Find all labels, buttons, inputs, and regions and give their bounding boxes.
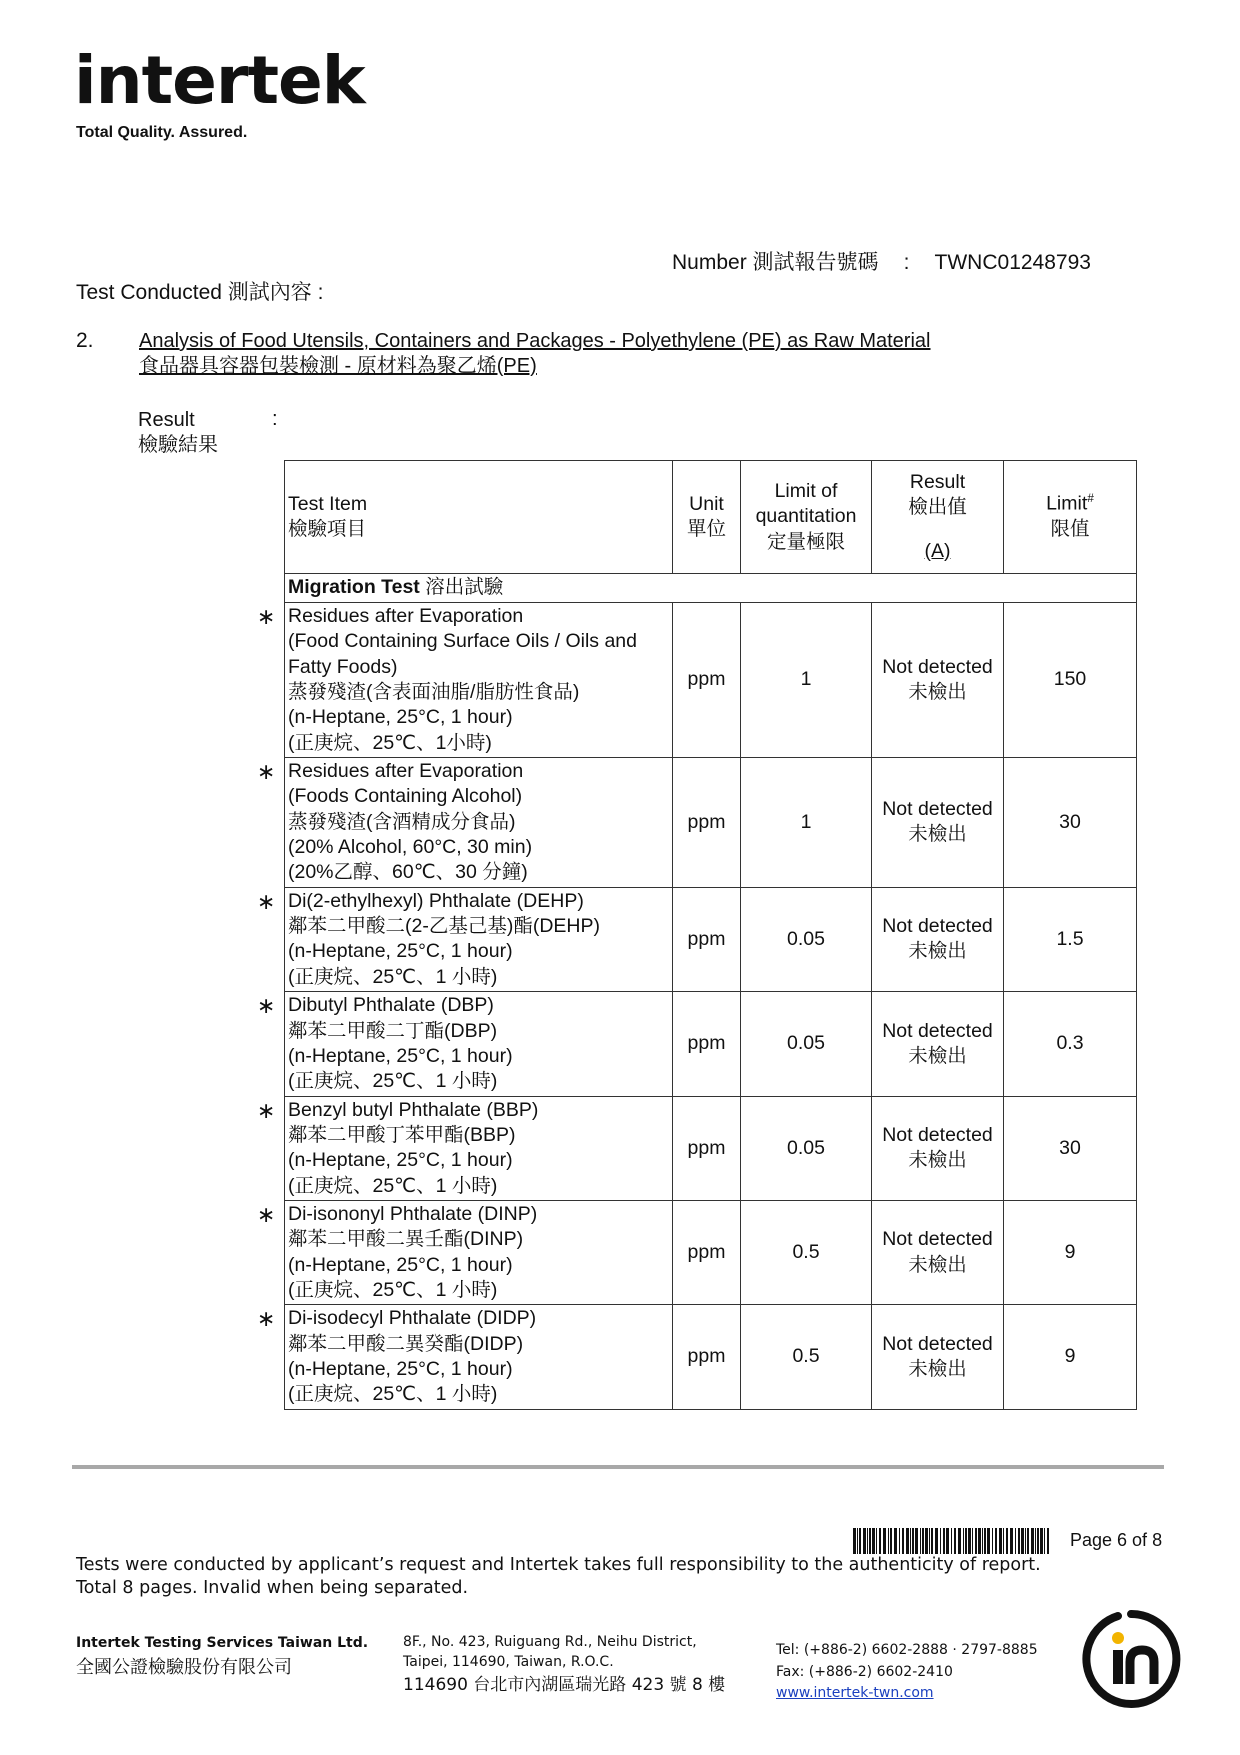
table-row <box>285 1305 1137 1409</box>
barcode-bar <box>972 1528 973 1554</box>
header-unit <box>673 461 741 574</box>
barcode-bar <box>1010 1528 1013 1554</box>
footer-divider <box>72 1465 1164 1469</box>
table-row <box>285 887 1137 991</box>
result-zh: 未檢出 <box>908 940 967 963</box>
barcode <box>853 1528 1049 1554</box>
test-item-line: (n-Heptane, 25°C, 1 hour) <box>288 940 513 963</box>
barcode-bar <box>963 1528 964 1554</box>
header-limit-en: Limit <box>1046 492 1088 515</box>
barcode-bar <box>978 1528 981 1554</box>
result-label-en: Result <box>138 409 195 431</box>
test-item-line: Residues after Evaporation <box>288 760 524 783</box>
result-cell <box>872 758 1004 888</box>
telephone: Tel: (+886-2) 6602-2888 · 2797-8885 <box>776 1642 1038 1658</box>
company-name-en: Intertek Testing Services Taiwan Ltd. <box>76 1635 369 1651</box>
barcode-bar <box>883 1528 886 1554</box>
report-number-value: TWNC01248793 <box>934 251 1091 274</box>
header-test-item-en: Test Item <box>288 492 368 515</box>
test-item-line: (正庚烷、25℃、1小時) <box>288 731 492 754</box>
report-number <box>672 246 1091 276</box>
test-item-line: Di-isononyl Phthalate (DINP) <box>288 1202 538 1225</box>
result-zh: 未檢出 <box>908 1357 967 1380</box>
company-block <box>76 1632 368 1683</box>
barcode-bar <box>910 1528 911 1554</box>
barcode-bar <box>987 1528 990 1554</box>
result-zh: 未檢出 <box>908 823 967 846</box>
asterisk-marker: ∗ <box>257 888 276 914</box>
test-item-cell <box>257 1200 673 1304</box>
migration-test-row <box>285 574 1137 603</box>
unit-cell: ppm <box>673 1096 741 1200</box>
header-test-item-zh: 檢驗項目 <box>288 518 367 540</box>
result-cell <box>872 992 1004 1096</box>
barcode-bar <box>995 1528 997 1554</box>
result-zh: 未檢出 <box>908 1253 967 1276</box>
loq-cell: 1 <box>741 758 872 888</box>
barcode-bar <box>888 1528 889 1554</box>
test-item-line: 蒸發殘渣(含酒精成分食品) <box>288 810 516 833</box>
limit-cell: 30 <box>1004 1096 1137 1200</box>
test-item-line: (正庚烷、25℃、1 小時) <box>288 1278 498 1301</box>
barcode-bar <box>1040 1528 1043 1554</box>
migration-test-en: Migration Test <box>288 576 420 599</box>
result-label <box>138 408 218 458</box>
test-item-cell <box>257 992 673 1096</box>
table-row <box>285 603 1137 758</box>
loq-cell: 0.05 <box>741 887 872 991</box>
header-loq-en-1: Limit of <box>774 479 838 502</box>
test-item-line: 蒸發殘渣(含表面油脂/脂肪性食品) <box>288 681 580 704</box>
table-row <box>285 758 1137 888</box>
barcode-bar <box>1003 1528 1004 1554</box>
table-row <box>285 1200 1137 1304</box>
header-result-zh: 檢出值 <box>908 496 967 519</box>
barcode-bar <box>1021 1528 1024 1554</box>
barcode-bar <box>906 1528 909 1554</box>
asterisk-marker: ∗ <box>257 604 276 629</box>
loq-cell: 0.5 <box>741 1200 872 1304</box>
header-unit-zh: 單位 <box>686 518 726 540</box>
logo-tagline: Total Quality. Assured. <box>76 124 248 141</box>
asterisk-marker: ∗ <box>257 1097 276 1123</box>
migration-test-zh: 溶出試驗 <box>425 576 504 599</box>
barcode-bar <box>968 1528 971 1554</box>
test-item-line: 鄰苯二甲酸二異壬酯(DINP) <box>288 1228 524 1251</box>
test-item-line: (正庚烷、25℃、1 小時) <box>288 1070 498 1093</box>
result-zh: 未檢出 <box>908 1044 967 1067</box>
barcode-bar <box>992 1528 993 1554</box>
section-title <box>139 329 930 379</box>
result-cell <box>872 1096 1004 1200</box>
barcode-bar <box>1006 1528 1008 1554</box>
header-test-item <box>285 461 673 574</box>
address-line-1: 8F., No. 423, Ruiguang Rd., Neihu District, <box>403 1634 697 1650</box>
test-item-line: (Foods Containing Alcohol) <box>288 785 523 808</box>
barcode-bar <box>931 1528 933 1554</box>
report-number-label: Number 測試報告號碼 <box>672 251 879 274</box>
barcode-bar <box>859 1528 861 1554</box>
test-item-line: Di-isodecyl Phthalate (DIDP) <box>288 1307 537 1330</box>
address-zh: 114690 台北市內湖區瑞光路 423 號 8 樓 <box>403 1674 726 1695</box>
limit-cell: 9 <box>1004 1200 1137 1304</box>
test-item-line: Dibutyl Phthalate (DBP) <box>288 994 494 1017</box>
limit-cell: 150 <box>1004 603 1137 758</box>
test-item-line: (n-Heptane, 25°C, 1 hour) <box>288 1044 513 1067</box>
fax: Fax: (+886-2) 6602-2410 <box>776 1663 953 1680</box>
asterisk-marker: ∗ <box>257 1201 276 1227</box>
unit-cell: ppm <box>673 758 741 888</box>
limit-cell: 0.3 <box>1004 992 1137 1096</box>
barcode-bar <box>853 1528 856 1554</box>
test-item-cell <box>257 758 673 888</box>
page-number: Page 6 of 8 <box>1070 1530 1163 1550</box>
test-item-line: Di(2-ethylhexyl) Phthalate (DEHP) <box>288 889 584 912</box>
result-colon: : <box>272 408 278 430</box>
test-item-line: Residues after Evaporation <box>288 605 524 627</box>
intertek-badge-icon <box>1078 1606 1184 1712</box>
table-header-row <box>285 461 1137 574</box>
table-row <box>285 992 1137 1096</box>
barcode-bar <box>922 1528 924 1554</box>
test-item-line: (Food Containing Surface Oils / Oils and <box>288 630 638 653</box>
barcode-bar <box>1035 1528 1036 1554</box>
barcode-bar <box>920 1528 921 1554</box>
header-limit <box>1004 461 1137 574</box>
barcode-bar <box>857 1528 858 1554</box>
table-row <box>285 1096 1137 1200</box>
test-item-line: (正庚烷、25℃、1 小時) <box>288 965 498 988</box>
test-item-line: Benzyl butyl Phthalate (BBP) <box>288 1098 539 1121</box>
limit-cell: 30 <box>1004 758 1137 888</box>
test-item-line: (20%乙醇、60℃、30 分鐘) <box>288 861 528 884</box>
unit-cell: ppm <box>673 887 741 991</box>
barcode-bar <box>902 1528 904 1554</box>
test-item-line: 鄰苯二甲酸丁苯甲酯(BBP) <box>288 1123 516 1146</box>
barcode-bar <box>1018 1528 1020 1554</box>
barcode-bar <box>1015 1528 1016 1554</box>
result-cell <box>872 887 1004 991</box>
barcode-bar <box>965 1528 967 1554</box>
result-en: Not detected <box>882 1123 993 1146</box>
barcode-bar <box>951 1528 952 1554</box>
barcode-bar <box>999 1528 1002 1554</box>
header-result <box>872 461 1004 574</box>
barcode-bar <box>869 1528 871 1554</box>
barcode-bar <box>1044 1528 1045 1554</box>
barcode-bar <box>863 1528 866 1554</box>
results-table <box>257 460 1137 1410</box>
website-link[interactable]: www.intertek-twn.com <box>776 1685 934 1702</box>
barcode-bar <box>946 1528 949 1554</box>
header-limit-mark: # <box>1087 491 1094 506</box>
test-item-line: Fatty Foods) <box>288 655 398 678</box>
header-limit-zh: 限值 <box>1050 518 1090 541</box>
test-item-line: (n-Heptane, 25°C, 1 hour) <box>288 1253 513 1276</box>
barcode-bar <box>925 1528 928 1554</box>
test-item-line: (n-Heptane, 25°C, 1 hour) <box>288 706 513 729</box>
address-line-2: Taipei, 114690, Taiwan, R.O.C. <box>403 1654 614 1671</box>
test-item-line: 鄰苯二甲酸二丁酯(DBP) <box>288 1019 498 1042</box>
result-en: Not detected <box>882 1332 993 1355</box>
barcode-bar <box>872 1528 875 1554</box>
section-title-zh: 食品器具容器包裝檢測 - 原材料為聚乙烯(PE) <box>139 355 537 377</box>
test-item-line: (正庚烷、25℃、1 小時) <box>288 1383 498 1406</box>
barcode-bar <box>958 1528 961 1554</box>
asterisk-marker: ∗ <box>257 759 276 785</box>
header-result-en: Result <box>909 470 966 493</box>
limit-cell: 1.5 <box>1004 887 1137 991</box>
header-loq <box>741 461 872 574</box>
barcode-bar <box>912 1528 914 1554</box>
migration-test-heading <box>285 574 1137 603</box>
barcode-bar <box>899 1528 900 1554</box>
result-zh: 未檢出 <box>908 1149 967 1172</box>
result-en: Not detected <box>882 655 993 678</box>
test-item-cell <box>257 603 673 758</box>
address-block <box>403 1632 725 1697</box>
header-result-a: (A) <box>924 539 951 562</box>
disclaimer-line-2: Total 8 pages. Invalid when being separated. <box>76 1577 469 1598</box>
test-item-line: (n-Heptane, 25°C, 1 hour) <box>288 1357 513 1380</box>
result-en: Not detected <box>882 1228 993 1251</box>
report-number-colon: : <box>903 251 910 274</box>
header-loq-en-2: quantitation <box>755 505 857 528</box>
result-en: Not detected <box>882 1019 993 1042</box>
barcode-bar <box>929 1528 930 1554</box>
barcode-bar <box>940 1528 941 1554</box>
barcode-bar <box>867 1528 868 1554</box>
header-unit-en: Unit <box>689 492 724 515</box>
barcode-bar <box>894 1528 897 1554</box>
barcode-bar <box>954 1528 956 1554</box>
barcode-bar <box>890 1528 892 1554</box>
barcode-bar <box>1047 1528 1049 1554</box>
barcode-bar <box>975 1528 977 1554</box>
result-cell <box>872 1305 1004 1409</box>
barcode-bar <box>915 1528 918 1554</box>
result-cell <box>872 603 1004 758</box>
result-en: Not detected <box>882 915 993 938</box>
test-conducted-label: Test Conducted 測試內容 : <box>76 281 324 304</box>
loq-cell: 0.05 <box>741 992 872 1096</box>
disclaimer <box>76 1554 1041 1600</box>
test-item-cell <box>257 1096 673 1200</box>
test-item-cell <box>257 887 673 991</box>
company-name-zh: 全國公證檢驗股份有限公司 <box>76 1657 292 1679</box>
loq-cell: 0.05 <box>741 1096 872 1200</box>
loq-cell: 1 <box>741 603 872 758</box>
barcode-bar <box>935 1528 938 1554</box>
unit-cell: ppm <box>673 1200 741 1304</box>
result-en: Not detected <box>882 798 993 821</box>
test-item-line: (20% Alcohol, 60°C, 30 min) <box>288 836 533 859</box>
barcode-bar <box>1031 1528 1034 1554</box>
section-number: 2. <box>76 329 94 352</box>
header-loq-zh: 定量極限 <box>766 530 845 553</box>
barcode-bar <box>879 1528 881 1554</box>
barcode-bar <box>984 1528 986 1554</box>
barcode-bar <box>876 1528 877 1554</box>
loq-cell: 0.5 <box>741 1305 872 1409</box>
test-item-line: 鄰苯二甲酸二異癸酯(DIDP) <box>288 1332 524 1355</box>
result-cell <box>872 1200 1004 1304</box>
contact-block <box>776 1640 1038 1705</box>
test-item-line: 鄰苯二甲酸二(2-乙基己基)酯(DEHP) <box>288 915 600 938</box>
unit-cell: ppm <box>673 1305 741 1409</box>
asterisk-marker: ∗ <box>257 993 276 1019</box>
result-zh: 未檢出 <box>908 681 967 704</box>
test-item-cell <box>257 1305 673 1409</box>
test-item-line: (n-Heptane, 25°C, 1 hour) <box>288 1149 513 1172</box>
barcode-bar <box>1025 1528 1026 1554</box>
result-label-zh: 檢驗結果 <box>138 434 218 456</box>
disclaimer-line-1: Tests were conducted by applicant’s request and Intertek takes full responsibility to the authenticity of report. <box>76 1555 1041 1575</box>
test-item-line: (正庚烷、25℃、1 小時) <box>288 1174 498 1197</box>
barcode-bar <box>982 1528 983 1554</box>
asterisk-marker: ∗ <box>257 1306 276 1332</box>
barcode-bar <box>1037 1528 1039 1554</box>
unit-cell: ppm <box>673 992 741 1096</box>
intertek-logo: intertek <box>74 42 365 119</box>
limit-cell: 9 <box>1004 1305 1137 1409</box>
barcode-bar <box>1027 1528 1029 1554</box>
barcode-bar <box>943 1528 945 1554</box>
section-title-en: Analysis of Food Utensils, Containers and Packages - Polyethylene (PE) as Raw Material <box>139 330 931 352</box>
unit-cell: ppm <box>673 603 741 758</box>
